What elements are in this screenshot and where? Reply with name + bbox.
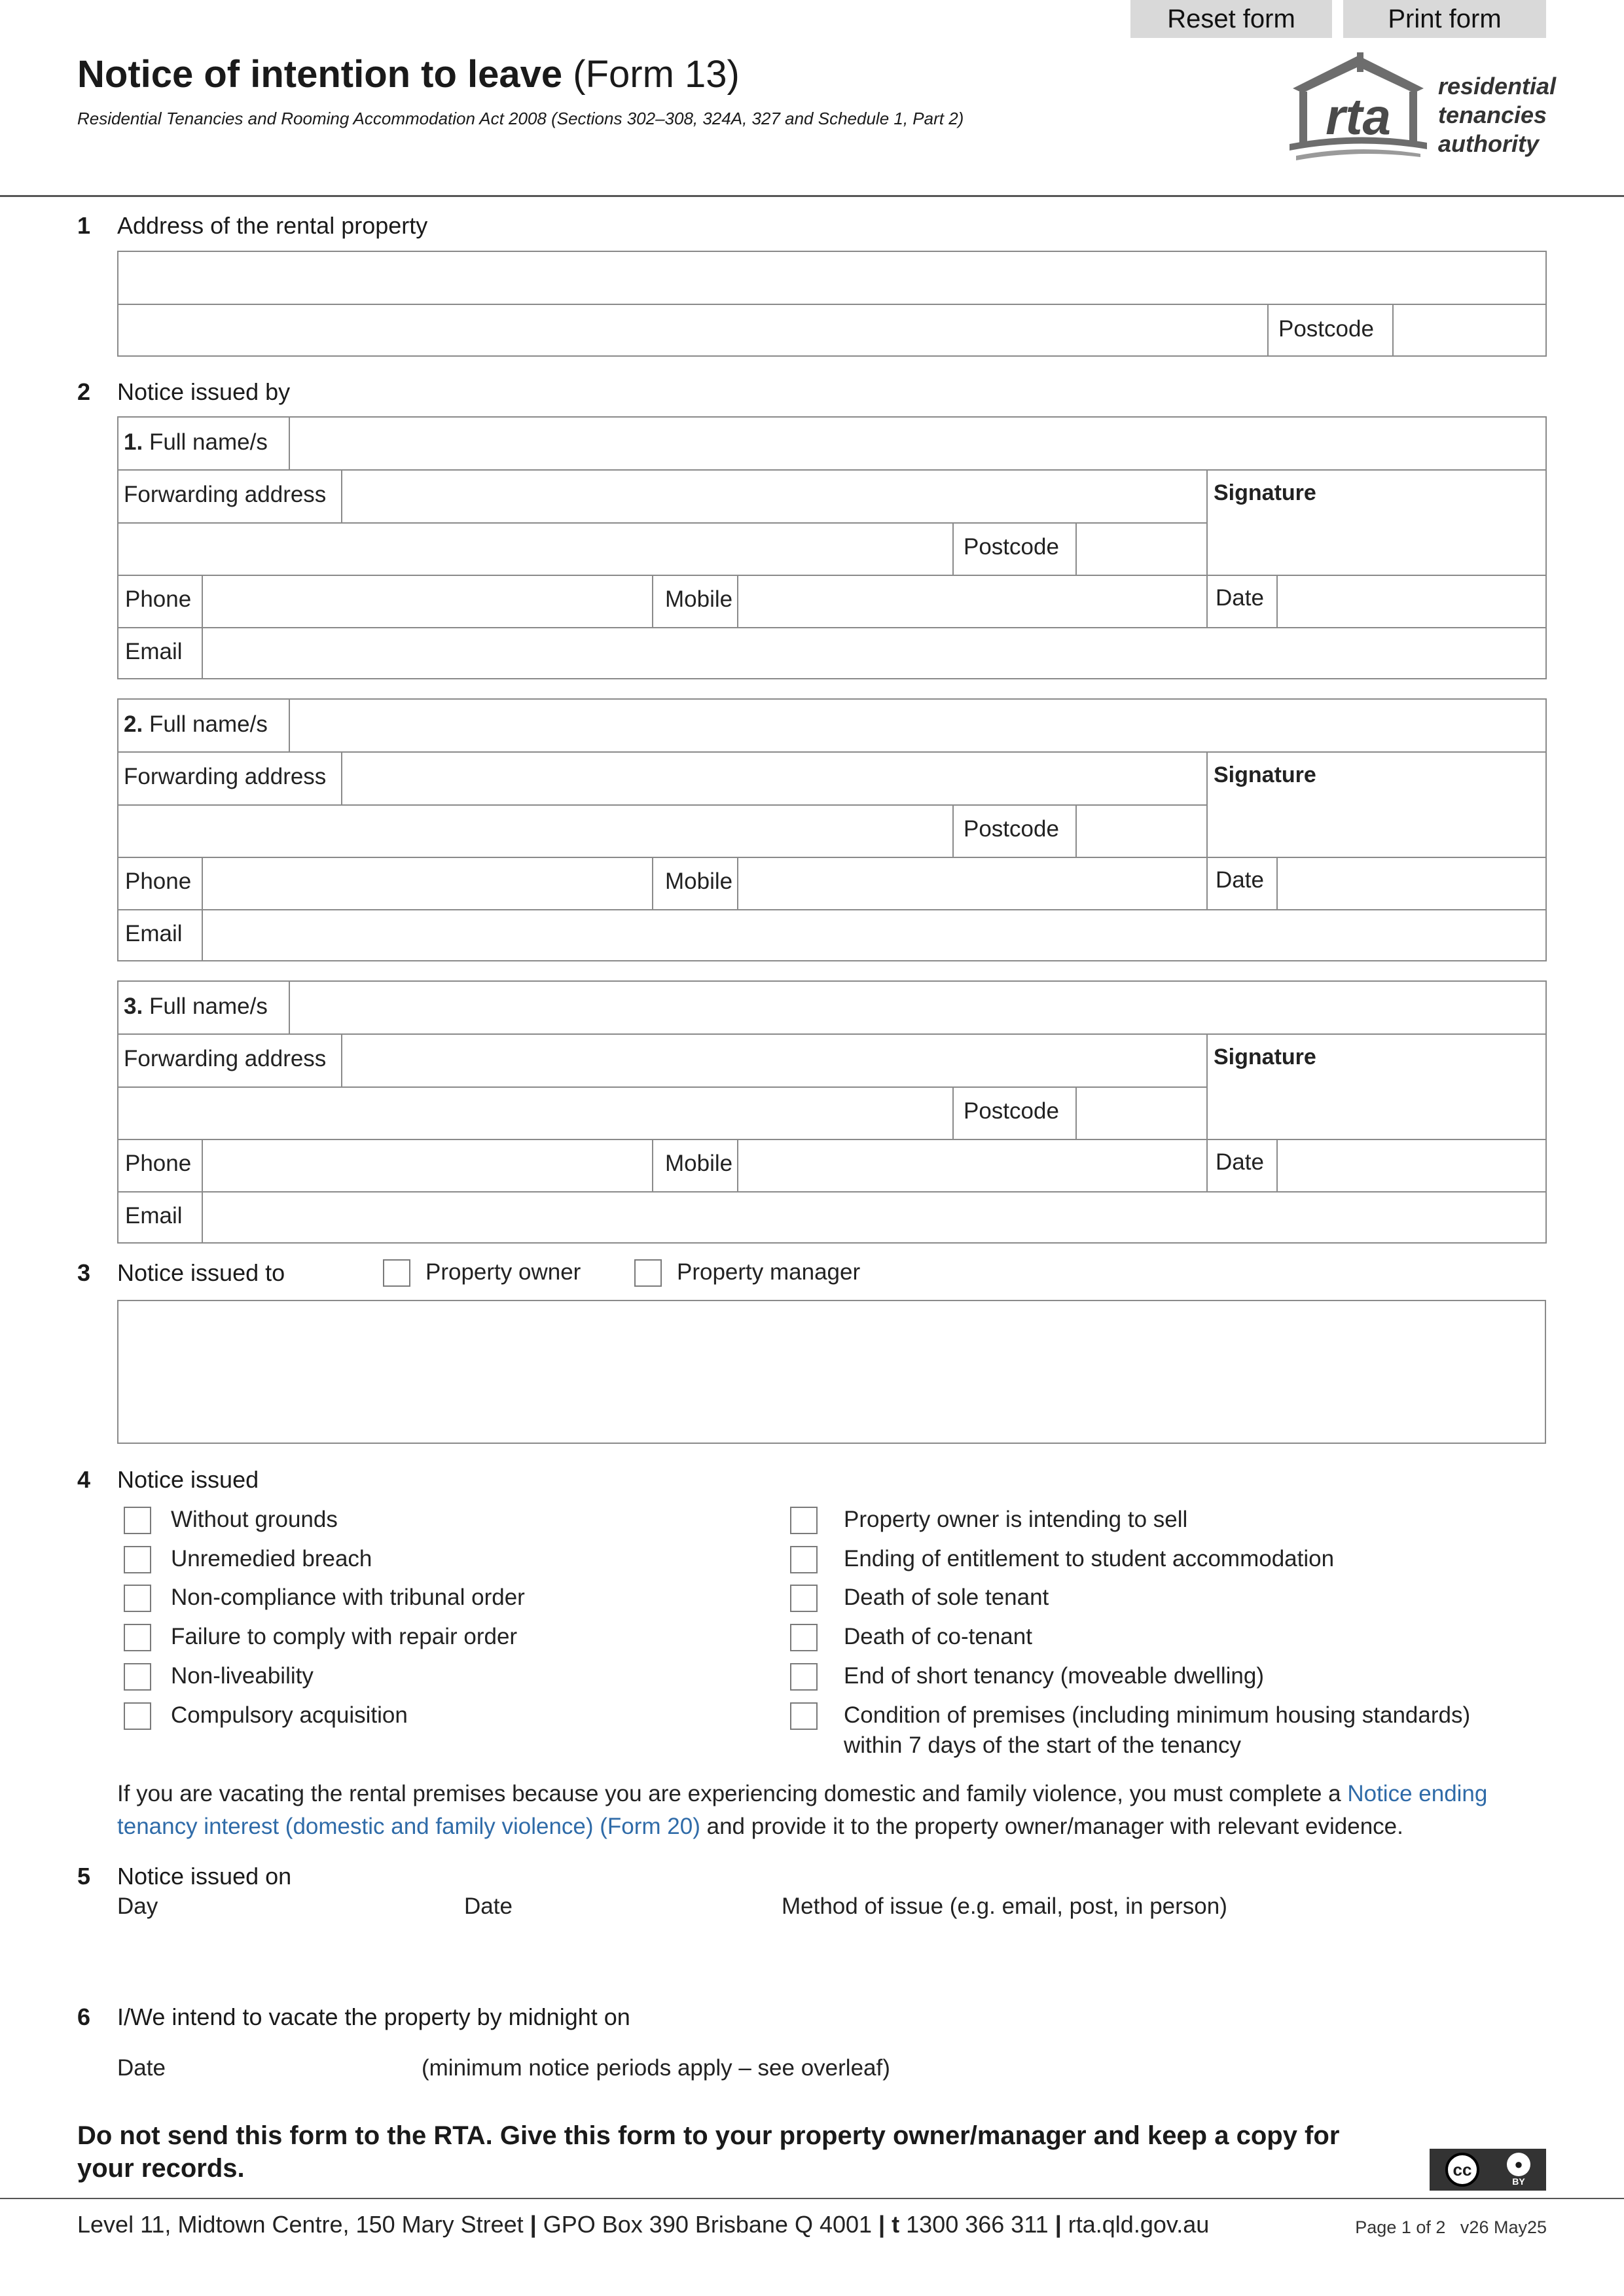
rta-house-icon — [1286, 52, 1430, 164]
note-text-pre: If you are vacating the rental premises because you are experiencing domestic and family violence, you must complete a — [117, 1781, 1348, 1806]
signature-label: Signature — [1214, 1045, 1316, 1069]
full-name-label-text: Full name/s — [149, 711, 268, 737]
postcode-label: Postcode — [964, 1098, 1059, 1124]
email-label: Email — [125, 639, 183, 664]
divider — [1206, 858, 1208, 910]
mobile-label: Mobile — [665, 586, 733, 612]
right-option-1-label: Property owner is intending to sell — [844, 1507, 1188, 1532]
section-1-number: 1 — [77, 212, 91, 239]
mobile-label: Mobile — [665, 1151, 733, 1176]
issuer-2-phone-input[interactable] — [203, 858, 652, 909]
left-option-5-checkbox[interactable] — [124, 1663, 151, 1691]
right-option-5-checkbox[interactable] — [790, 1663, 818, 1691]
issuer-3-forwarding-address-input[interactable] — [342, 1035, 1206, 1086]
method-of-issue-input[interactable] — [782, 1929, 1092, 1982]
full-name-label-text: Full name/s — [149, 994, 268, 1019]
date-label: Date — [1216, 1149, 1264, 1175]
section-1-title: Address of the rental property — [117, 212, 428, 239]
issuer-3-mobile-input[interactable] — [738, 1140, 1206, 1191]
issuer-2-date-input[interactable] — [1278, 858, 1545, 909]
vacate-date-label: Date — [117, 2055, 166, 2081]
vacate-date-input[interactable] — [179, 2041, 412, 2094]
right-option-1-checkbox[interactable] — [790, 1507, 818, 1534]
section-5-title: Notice issued on — [117, 1863, 292, 1890]
issuer-number: 3. — [124, 994, 143, 1019]
issuer-3-postcode-input[interactable] — [1077, 1088, 1206, 1139]
forwarding-address-label: Forwarding address — [124, 482, 327, 507]
act-reference: Residential Tenancies and Rooming Accommodation Act 2008 (Sections 302–308, 324A, 327 and Schedule 1, Part 2) — [77, 109, 964, 128]
divider — [952, 806, 954, 857]
right-option-5-label: End of short tenancy (moveable dwelling) — [844, 1663, 1265, 1689]
section-6-title: I/We intend to vacate the property by midnight on — [117, 2003, 630, 2030]
issuer-3-email-input[interactable] — [203, 1193, 1545, 1242]
left-option-4-label: Failure to comply with repair order — [171, 1624, 518, 1649]
address-line-1-input[interactable] — [118, 252, 1545, 303]
issuer-3-date-input[interactable] — [1278, 1140, 1545, 1191]
left-option-5-label: Non-liveability — [171, 1663, 314, 1689]
notice-recipient-textarea[interactable] — [117, 1300, 1546, 1444]
issuer-1-date-input[interactable] — [1278, 576, 1545, 627]
issuer-1-postcode-input[interactable] — [1077, 524, 1206, 575]
address-box — [117, 251, 1547, 357]
postcode-label: Postcode — [964, 534, 1059, 560]
logo-line-authority: authority — [1438, 130, 1540, 157]
divider — [652, 576, 653, 628]
date-label: Date — [1216, 867, 1264, 893]
print-form-button[interactable]: Print form — [1343, 0, 1546, 38]
right-option-4-checkbox[interactable] — [790, 1624, 818, 1651]
divider — [952, 1088, 954, 1139]
section-3-number: 3 — [77, 1259, 91, 1286]
date-label: Date — [1216, 585, 1264, 611]
issuer-1-forwarding-address-line2-input[interactable] — [118, 524, 952, 575]
issuer-2-mobile-input[interactable] — [738, 858, 1206, 909]
footer-divider — [0, 2198, 1624, 2199]
left-option-6-label: Compulsory acquisition — [171, 1702, 408, 1728]
section-4-title: Notice issued — [117, 1466, 259, 1493]
notice-period-hint: (minimum notice periods apply – see overleaf) — [422, 2055, 890, 2081]
phone-label: Phone — [125, 586, 192, 612]
domestic-violence-note — [117, 1778, 1544, 1843]
right-option-2-label: Ending of entitlement to student accommodation — [844, 1546, 1335, 1571]
issuer-number: 1. — [124, 429, 143, 455]
phone-label: Phone — [125, 1151, 192, 1176]
full-name-label — [124, 994, 268, 1020]
divider — [952, 524, 954, 575]
issuer-2-block — [117, 698, 1547, 961]
issuer-1-forwarding-address-input[interactable] — [342, 471, 1206, 522]
full-name-label-text: Full name/s — [149, 429, 268, 455]
signature-label: Signature — [1214, 480, 1316, 505]
issuer-2-forwarding-address-line2-input[interactable] — [118, 806, 952, 857]
left-option-1-checkbox[interactable] — [124, 1507, 151, 1534]
cc-icon: cc — [1445, 2153, 1479, 2187]
issuer-2-forwarding-address-input[interactable] — [342, 753, 1206, 804]
page-info — [1355, 2217, 1547, 2238]
rta-logo-text: rta — [1326, 88, 1391, 145]
right-option-2-checkbox[interactable] — [790, 1546, 818, 1573]
property-postcode-input[interactable] — [1394, 305, 1545, 355]
left-option-3-label: Non-compliance with tribunal order — [171, 1585, 525, 1610]
phone-label: Phone — [125, 869, 192, 894]
method-label: Method of issue (e.g. email, post, in person) — [782, 1893, 1227, 1919]
reset-form-button[interactable]: Reset form — [1130, 0, 1332, 38]
issuer-2-signature-area[interactable] — [1208, 791, 1545, 857]
left-option-2-checkbox[interactable] — [124, 1546, 151, 1573]
do-not-send-warning: Do not send this form to the RTA. Give this form to your property owner/manager and keep a copy for your records. — [77, 2121, 1340, 2183]
footer-website: rta.qld.gov.au — [1068, 2211, 1210, 2238]
right-option-6-checkbox[interactable] — [790, 1702, 818, 1730]
day-label: Day — [117, 1893, 158, 1919]
issuer-1-signature-area[interactable] — [1208, 509, 1545, 575]
issuer-2-full-name-input[interactable] — [290, 700, 1545, 751]
section-6-number: 6 — [77, 2003, 91, 2030]
email-label: Email — [125, 1203, 183, 1229]
divider — [652, 1140, 653, 1192]
logo-line-residential: residential — [1438, 73, 1557, 99]
header-divider — [0, 195, 1624, 197]
right-option-6-label: Condition of premises (including minimum housing standards) — [844, 1702, 1471, 1728]
property-manager-label: Property manager — [677, 1259, 861, 1285]
by-label: BY — [1512, 2176, 1525, 2187]
property-owner-checkbox[interactable] — [383, 1259, 410, 1287]
postcode-label: Postcode — [964, 816, 1059, 842]
full-name-label — [124, 711, 268, 738]
email-label: Email — [125, 921, 183, 946]
issuer-1-mobile-input[interactable] — [738, 576, 1206, 627]
divider — [652, 858, 653, 910]
page-title — [77, 52, 740, 96]
divider — [1206, 576, 1208, 628]
note-text-post: and provide it to the property owner/manager with relevant evidence. — [700, 1814, 1403, 1839]
footer-address: Level 11, Midtown Centre, 150 Mary Street — [77, 2211, 524, 2238]
issue-day-input[interactable] — [117, 1929, 427, 1982]
section-2-number: 2 — [77, 378, 91, 405]
left-option-1-label: Without grounds — [171, 1507, 338, 1532]
issuer-3-signature-area[interactable] — [1208, 1073, 1545, 1139]
issue-date-input[interactable] — [464, 1929, 744, 1982]
section-5-number: 5 — [77, 1863, 91, 1890]
left-option-6-checkbox[interactable] — [124, 1702, 151, 1730]
option-condition-line2: within 7 days of the start of the tenancy — [844, 1732, 1242, 1758]
divider — [1267, 305, 1269, 357]
right-option-3-checkbox[interactable] — [790, 1585, 818, 1612]
issuer-2-email-input[interactable] — [203, 910, 1545, 960]
form-20-link[interactable]: Notice ending tenancy interest (domestic and family violence) (Form 20) — [117, 1781, 1488, 1839]
attribution-icon: ● — [1507, 2153, 1530, 2176]
issuer-number: 2. — [124, 711, 143, 737]
issuer-3-forwarding-address-line2-input[interactable] — [118, 1088, 952, 1139]
page-number: Page 1 of 2 — [1355, 2217, 1446, 2237]
section-3-title: Notice issued to — [117, 1259, 285, 1286]
left-option-2-label: Unremedied breach — [171, 1546, 372, 1571]
logo-line-tenancies: tenancies — [1438, 101, 1547, 128]
full-name-label — [124, 429, 268, 456]
section-2-title: Notice issued by — [117, 378, 291, 405]
issuer-3-phone-input[interactable] — [203, 1140, 652, 1191]
cc-by-license-badge — [1430, 2149, 1546, 2191]
issuer-2-postcode-input[interactable] — [1077, 806, 1206, 857]
form-version: v26 May25 — [1460, 2217, 1547, 2237]
footer-phone: 1300 366 311 — [906, 2211, 1049, 2238]
signature-label: Signature — [1214, 762, 1316, 787]
divider — [1206, 1140, 1208, 1192]
issuer-3-full-name-input[interactable] — [290, 982, 1545, 1033]
forwarding-address-label: Forwarding address — [124, 1046, 327, 1071]
issuer-1-full-name-input[interactable] — [290, 418, 1545, 469]
forwarding-address-label: Forwarding address — [124, 764, 327, 789]
property-manager-checkbox[interactable] — [634, 1259, 662, 1287]
mobile-label: Mobile — [665, 869, 733, 894]
issuer-3-block — [117, 980, 1547, 1244]
form-number: (Form 13) — [573, 53, 740, 96]
footer-phone-prefix: t — [892, 2211, 900, 2238]
issue-date-label: Date — [464, 1893, 513, 1919]
right-option-4-label: Death of co-tenant — [844, 1624, 1032, 1649]
left-option-3-checkbox[interactable] — [124, 1585, 151, 1612]
issuer-1-block — [117, 416, 1547, 679]
footer-po-box: GPO Box 390 Brisbane Q 4001 — [543, 2211, 873, 2238]
issuer-1-email-input[interactable] — [203, 628, 1545, 678]
property-owner-label: Property owner — [425, 1259, 581, 1285]
rta-logo — [1286, 52, 1557, 164]
issuer-1-phone-input[interactable] — [203, 576, 652, 627]
section-4-number: 4 — [77, 1466, 91, 1493]
title-text: Notice of intention to leave — [77, 53, 563, 96]
address-line-2-input[interactable] — [118, 305, 1267, 355]
left-option-4-checkbox[interactable] — [124, 1624, 151, 1651]
postcode-label: Postcode — [1278, 316, 1374, 342]
footer-contact: Level 11, Midtown Centre, 150 Mary Street | GPO Box 390 Brisbane Q 4001 | t 1300 366 311 | rta.qld.gov.au — [77, 2211, 1210, 2238]
right-option-3-label: Death of sole tenant — [844, 1585, 1049, 1610]
